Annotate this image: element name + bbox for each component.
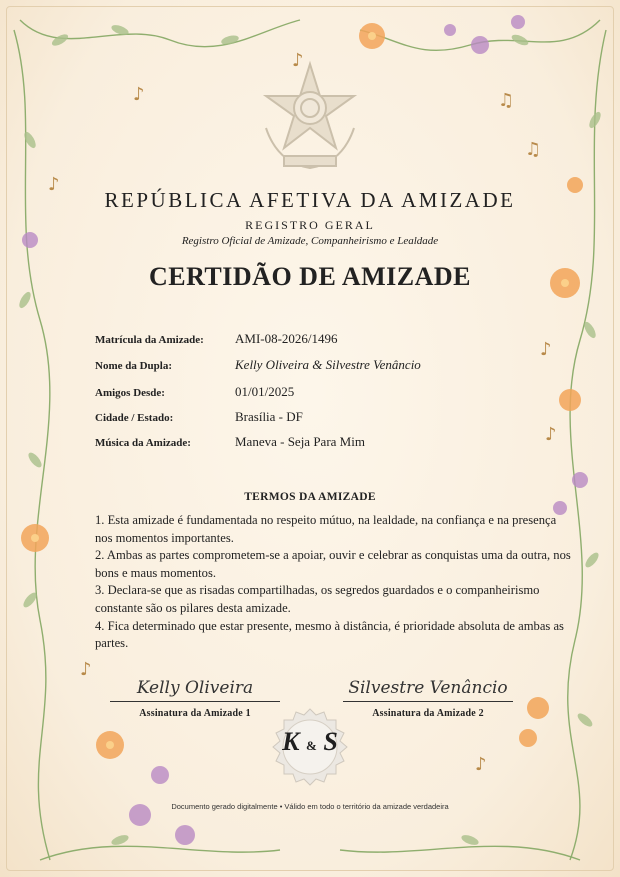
term-item: 4. Fica determinado que estar presente, mesmo à distância, é prioridade absoluta de ambas as partes. bbox=[95, 618, 564, 651]
svg-text:♪: ♪ bbox=[540, 339, 552, 360]
footer-note: Documento gerado digitalmente • Válido em todo o território da amizade verdadeira bbox=[171, 802, 449, 811]
signature-line bbox=[343, 701, 513, 702]
field-label: Música da Amizade: bbox=[95, 437, 191, 449]
signature-line bbox=[110, 701, 280, 702]
svg-text:♪: ♪ bbox=[292, 50, 304, 71]
document-title: CERTIDÃO DE AMIZADE bbox=[148, 262, 472, 291]
field-value: AMI-08-2026/1496 bbox=[235, 331, 338, 346]
field-label: Matrícula da Amizade: bbox=[95, 334, 204, 346]
svg-text:♪: ♪ bbox=[133, 84, 145, 105]
coat-of-arms-emblem bbox=[256, 58, 364, 176]
seal-monogram bbox=[270, 727, 350, 757]
signature-caption: Assinatura da Amizade 1 bbox=[139, 708, 251, 719]
issuer-subtitle: REGISTRO GERAL bbox=[245, 218, 375, 232]
svg-text:♪: ♪ bbox=[545, 424, 557, 445]
issuer-tagline: Registro Oficial de Amizade, Companheirismo e Lealdade bbox=[181, 235, 439, 247]
field-label: Cidade / Estado: bbox=[95, 412, 174, 424]
field-pair-name bbox=[95, 357, 535, 377]
seal-letter: K bbox=[282, 727, 300, 756]
terms-heading: TERMOS DA AMIZADE bbox=[244, 491, 376, 503]
signature-handwritten: Silvestre Venâncio bbox=[348, 678, 508, 698]
field-value: Kelly Oliveira & Silvestre Venâncio bbox=[235, 357, 421, 372]
field-value: Brasília - DF bbox=[235, 409, 303, 424]
field-label: Amigos Desde: bbox=[95, 387, 165, 399]
terms-list bbox=[95, 512, 575, 653]
svg-text:♫: ♫ bbox=[498, 90, 515, 111]
field-registration bbox=[95, 331, 535, 351]
term-item: 2. Ambas as partes comprometem-se a apoiar, ouvir e celebrar as conquistas uma da outra, nos bons e maus momentos. bbox=[95, 548, 571, 580]
seal-ampersand: & bbox=[306, 738, 317, 753]
signature-block-1 bbox=[110, 677, 280, 719]
svg-text:♪: ♪ bbox=[48, 174, 60, 195]
svg-text:♫: ♫ bbox=[525, 139, 542, 160]
field-value: Maneva - Seja Para Mim bbox=[235, 434, 365, 449]
signature-caption: Assinatura da Amizade 2 bbox=[372, 708, 484, 719]
field-friends-since bbox=[95, 384, 535, 404]
issuer-title: REPÚBLICA AFETIVA DA AMIZADE bbox=[104, 188, 516, 212]
term-item: 1. Esta amizade é fundamentada no respeito mútuo, na lealdade, na confiança e na presença nos momentos importantes. bbox=[95, 513, 557, 545]
term-item: 3. Declara-se que as risadas compartilhadas, os segredos guardados e o companheirismo constante são os pilares desta amizade. bbox=[95, 583, 540, 615]
field-city-state bbox=[95, 409, 535, 429]
field-value: 01/01/2025 bbox=[235, 384, 295, 399]
signature-handwritten: Kelly Oliveira bbox=[136, 678, 254, 698]
seal-letter: S bbox=[323, 727, 338, 756]
svg-text:♪: ♪ bbox=[80, 659, 92, 680]
svg-text:♪: ♪ bbox=[475, 754, 487, 775]
field-label: Nome da Dupla: bbox=[95, 360, 173, 372]
field-friendship-song bbox=[95, 434, 535, 454]
signature-block-2 bbox=[343, 677, 513, 719]
